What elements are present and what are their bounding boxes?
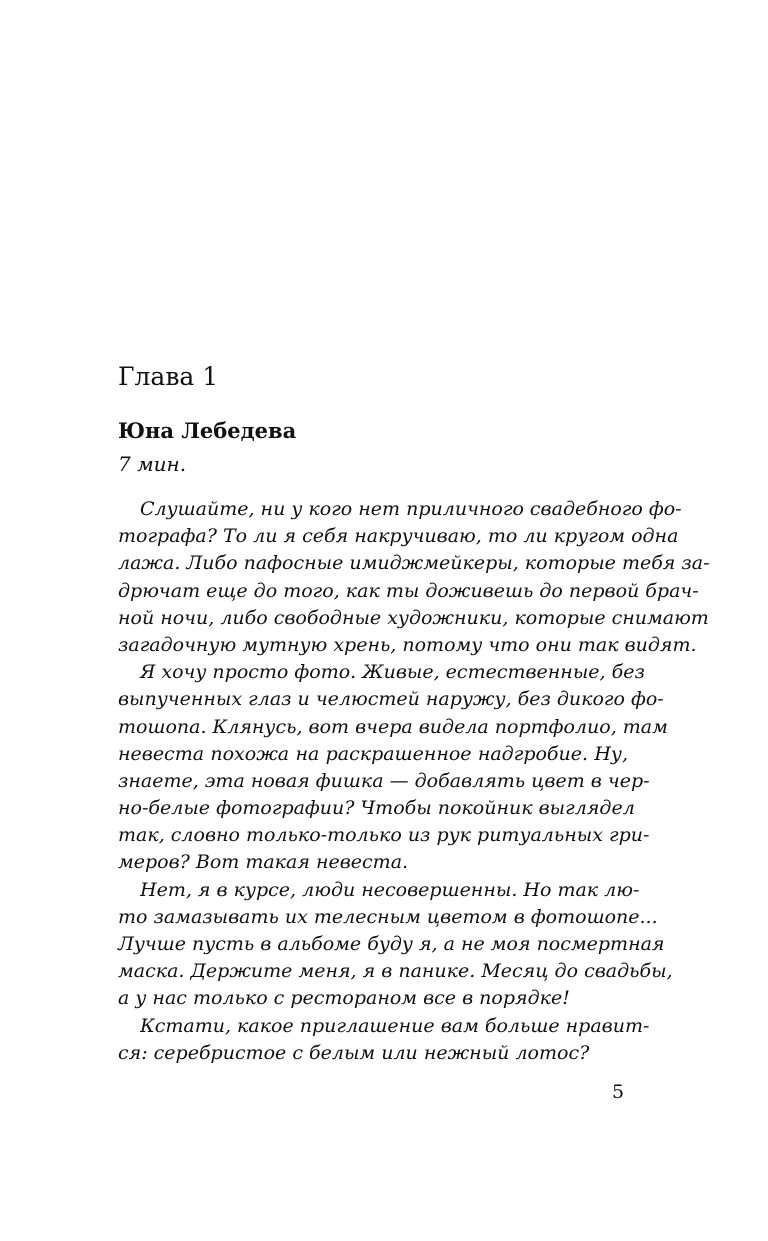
text-line: меров? Вот такая невеста. <box>118 851 409 874</box>
page-number: 5 <box>612 1081 625 1103</box>
text-line: то замазывать их телесным цветом в фотошопе... <box>118 905 658 928</box>
text-line: так, словно только-только из рук ритуальных гри- <box>118 824 650 847</box>
text-line: тографа? То ли я себя накручиваю, то ли кругом одна <box>118 525 679 548</box>
text-line: лажа. Либо пафосные имиджмейкеры, которые тебя за- <box>118 552 710 575</box>
text-line: загадочную мутную хрень, потому что они так видят. <box>118 633 697 656</box>
text-line: Слушайте, ни у кого нет приличного свадебного фо- <box>140 498 682 520</box>
message-body <box>118 496 710 1067</box>
chapter-title: Глава 1 <box>118 362 219 391</box>
text-line: тошопа. Клянусь, вот вчера видела портфолио, там <box>118 715 668 738</box>
text-line: дрючат еще до того, как ты доживешь до первой брач- <box>118 579 699 602</box>
text-line: а у нас только с рестораном все в порядке! <box>118 987 570 1010</box>
text-line: Лучше пусть в альбоме буду я, а не моя посмертная <box>118 933 665 955</box>
text-line: невеста похожа на раскрашенное надгробие. Ну, <box>118 742 628 765</box>
text-line: ся: серебристое с белым или нежный лотос? <box>118 1041 590 1064</box>
text-line: выпученных глаз и челюстей наружу, без дикого фо- <box>118 688 664 711</box>
text-line: знаете, эта новая фишка — добавлять цвет в чер- <box>118 769 650 792</box>
message-author: Юна Лебедева <box>118 418 297 443</box>
text-line: но-белые фотографии? Чтобы покойник выглядел <box>118 797 635 820</box>
text-line: маска. Держите меня, я в панике. Месяц до свадьбы, <box>118 960 673 983</box>
message-time: 7 мин. <box>118 452 187 476</box>
text-line: Я хочу просто фото. Живые, естественные, без <box>140 661 645 684</box>
text-line: Нет, я в курсе, люди несовершенны. Но так лю- <box>140 878 640 901</box>
text-line: Кстати, какое приглашение вам больше нравит- <box>140 1014 650 1037</box>
text-line: ной ночи, либо свободные художники, которые снимают <box>118 606 709 629</box>
